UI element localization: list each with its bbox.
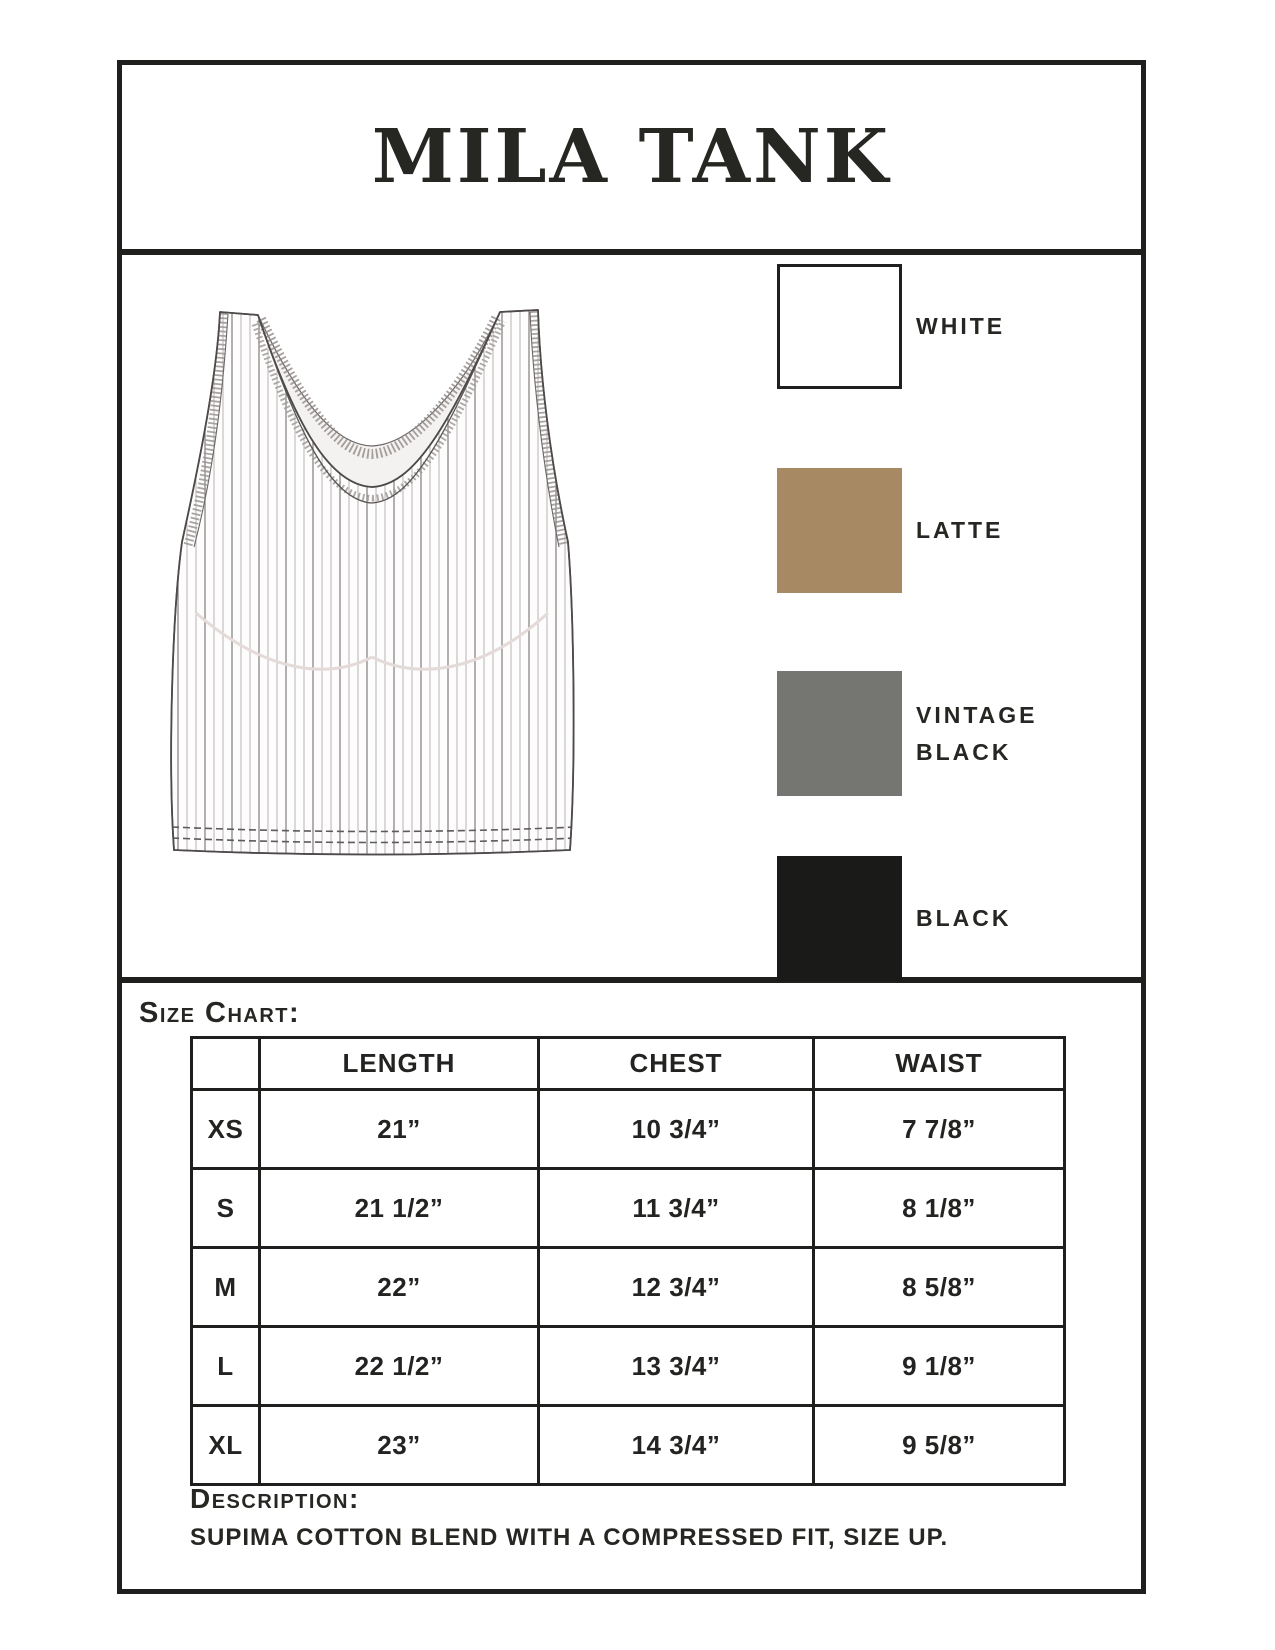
size-table-header-row: [192, 1038, 1065, 1090]
color-option-white: [777, 264, 1076, 389]
drawing-section: [122, 255, 1141, 983]
white-swatch-label: WHITE: [916, 313, 1006, 339]
chest-cell: 11 3/4”: [539, 1169, 814, 1248]
waist-cell: 8 1/8”: [814, 1169, 1065, 1248]
black-swatch: [777, 856, 902, 981]
page-title: MILA TANK: [371, 114, 892, 200]
chest-cell: 10 3/4”: [539, 1090, 814, 1169]
size-chart-section: [122, 983, 1141, 1577]
length-cell: 22”: [260, 1248, 539, 1327]
latte-swatch: [777, 468, 902, 593]
waist-cell: 8 5/8”: [814, 1248, 1065, 1327]
color-option-latte: [777, 468, 1076, 593]
title-section: [122, 65, 1141, 255]
black-swatch-label: BLACK: [916, 905, 1012, 931]
corner-header-cell: [192, 1038, 260, 1090]
size-label-cell: L: [192, 1327, 260, 1406]
color-option-vintage-black: [777, 671, 1076, 796]
waist-cell: 9 1/8”: [814, 1327, 1065, 1406]
chest-cell: 14 3/4”: [539, 1406, 814, 1485]
size-row-xl: [192, 1406, 1065, 1485]
size-chart-table: [190, 1036, 1066, 1486]
size-chart-heading: Size Chart:: [139, 997, 301, 1029]
waist-column-header: WAIST: [814, 1038, 1065, 1090]
size-label-cell: M: [192, 1248, 260, 1327]
waist-cell: 9 5/8”: [814, 1406, 1065, 1485]
latte-swatch-label: LATTE: [916, 517, 1004, 543]
vintage-black-swatch: [777, 671, 902, 796]
color-option-black: [777, 856, 1076, 981]
length-cell: 23”: [260, 1406, 539, 1485]
size-label-cell: XS: [192, 1090, 260, 1169]
length-cell: 21”: [260, 1090, 539, 1169]
size-row-m: [192, 1248, 1065, 1327]
description-heading: Description:: [190, 1483, 360, 1514]
waist-cell: 7 7/8”: [814, 1090, 1065, 1169]
length-cell: 21 1/2”: [260, 1169, 539, 1248]
chest-cell: 13 3/4”: [539, 1327, 814, 1406]
size-label-cell: XL: [192, 1406, 260, 1485]
tank-flat-sketch: [168, 305, 580, 861]
size-row-xs: [192, 1090, 1065, 1169]
document-frame: [117, 60, 1146, 1594]
white-swatch: [777, 264, 902, 389]
length-column-header: LENGTH: [260, 1038, 539, 1090]
vintage-black-swatch-label: VINTAGE BLACK: [916, 701, 1038, 765]
chest-column-header: CHEST: [539, 1038, 814, 1090]
description-text: SUPIMA COTTON BLEND WITH A COMPRESSED FIT, SIZE UP.: [190, 1524, 949, 1551]
chest-cell: 12 3/4”: [539, 1248, 814, 1327]
size-label-cell: S: [192, 1169, 260, 1248]
length-cell: 22 1/2”: [260, 1327, 539, 1406]
size-row-s: [192, 1169, 1065, 1248]
description-section: [190, 1483, 948, 1552]
size-row-l: [192, 1327, 1065, 1406]
